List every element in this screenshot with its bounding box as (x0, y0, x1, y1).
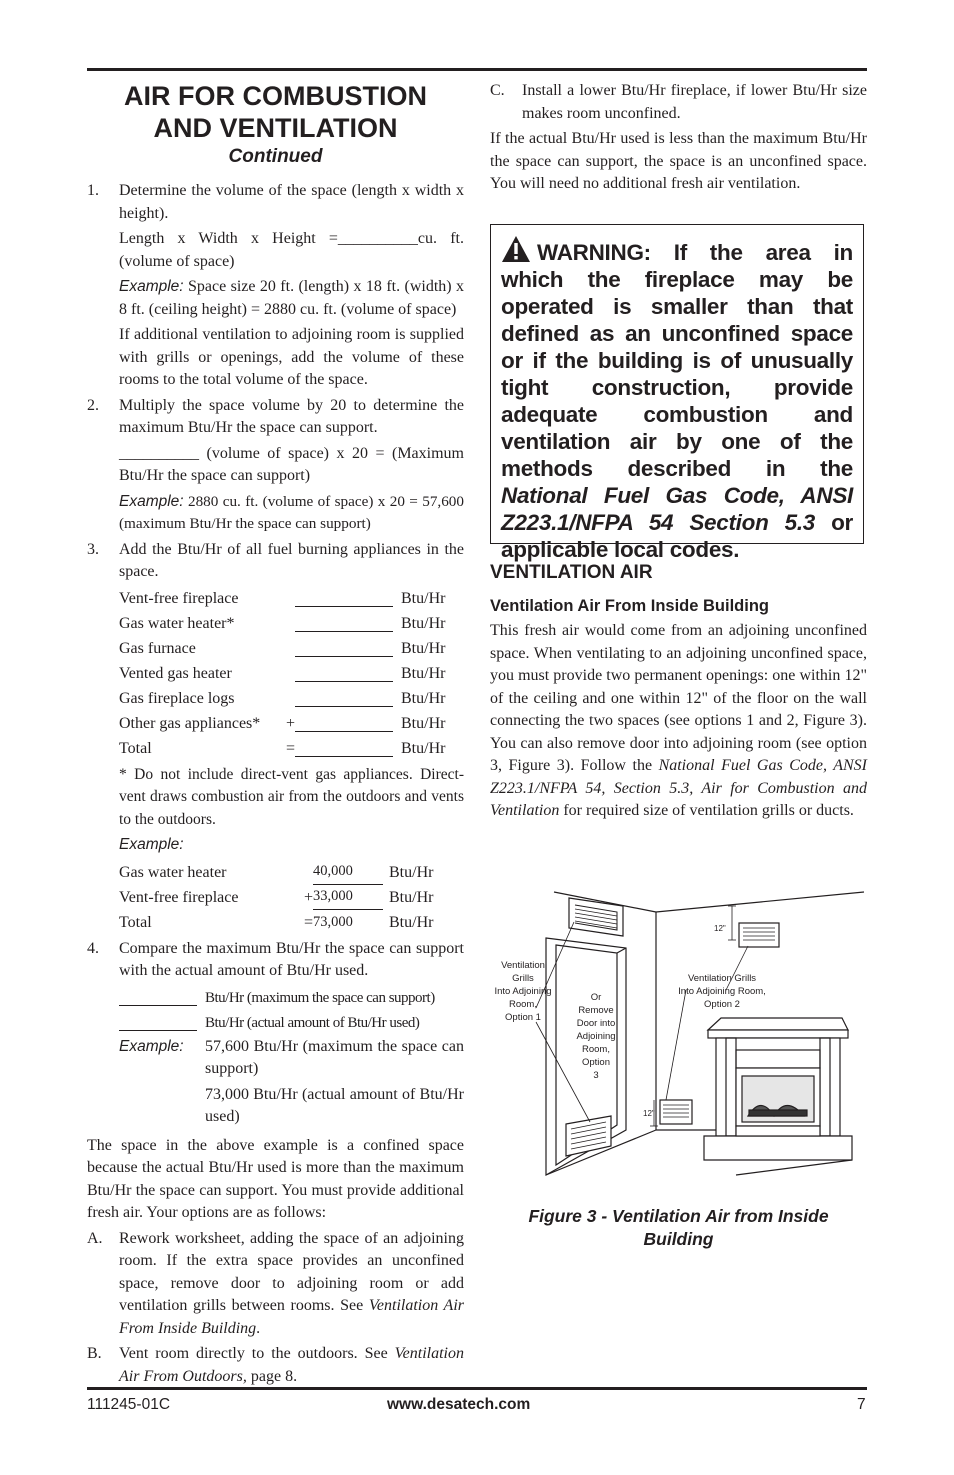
worksheet-operator: = (285, 739, 295, 757)
worksheet-blank (295, 642, 393, 657)
confined-space-paragraph: The space in the above example is a confined space because the actual Btu/Hr used is more than the maximum Btu/Hr the space can support. You must provide additional fresh air. Your options are as follows: (87, 1136, 464, 1221)
dimension-label-bottom: 12" (643, 1109, 655, 1118)
example-line-max: 57,600 Btu/Hr (maximum the space can support) (205, 1037, 464, 1077)
option-reference: Ventilation Air From Inside Building (119, 1297, 465, 1337)
worksheet-label: Total (119, 739, 152, 757)
worksheet-blank (295, 592, 393, 607)
worksheet-blank (295, 742, 393, 757)
example-row-unit: Btu/Hr (389, 889, 434, 906)
label-line: Room, (582, 1044, 610, 1055)
bottom-rule (87, 1387, 867, 1390)
worksheet-label: Gas water heater* (119, 614, 235, 632)
label-line: Option (582, 1057, 610, 1068)
example-line-actual: 73,000 Btu/Hr (actual amount of Btu/Hr used) (205, 1085, 464, 1125)
example-label: Example: (119, 836, 184, 853)
option-reference: Ventilation Air From Outdoors, (119, 1345, 464, 1385)
worksheet-unit: Btu/Hr (401, 639, 446, 657)
example-label: Example: (119, 1037, 184, 1055)
page-title-line2: AND VENTILATION (153, 113, 398, 143)
option-c (490, 80, 867, 125)
ventilation-figure (486, 890, 866, 1185)
step-number: 4. (87, 939, 99, 957)
compare-blank (119, 991, 197, 1006)
grill-door-bottom (566, 1116, 611, 1156)
step-1 (87, 180, 464, 392)
compare-example (119, 1036, 464, 1132)
label-line: Remove (578, 1005, 614, 1016)
option-b (87, 1343, 464, 1388)
example-worksheet (119, 860, 464, 935)
step-note: If additional ventilation to adjoining room is supplied with grills or openings, add the volume of these rooms to the total volume of the space. (119, 326, 464, 388)
label-line: Adjoining (576, 1031, 616, 1042)
option-letter: B. (87, 1345, 102, 1362)
worksheet-blank (295, 667, 393, 682)
step-text: Multiply the space volume by 20 to determine the maximum Btu/Hr the space can support. (119, 396, 464, 436)
worksheet-row (119, 637, 464, 662)
example-row-value: 40,000 (313, 862, 353, 879)
worksheet-unit: Btu/Hr (401, 689, 446, 707)
page-title-line1: AIR FOR COMBUSTION (124, 81, 427, 111)
worksheet-label: Vented gas heater (119, 664, 232, 682)
worksheet-row (119, 587, 464, 612)
page-number: 7 (857, 1396, 866, 1413)
worksheet-blank (295, 692, 393, 707)
example-row-label: Vent-free fireplace (119, 889, 239, 906)
worksheet-label: Gas fireplace logs (119, 689, 235, 707)
worksheet-unit: Btu/Hr (401, 664, 446, 682)
step-number: 1. (87, 182, 99, 199)
caption-line1: Figure 3 - Ventilation Air from Inside (528, 1206, 829, 1226)
warning-reference: National Fuel Gas Code, ANSI Z223.1/NFPA 54 Section 5.3 (501, 483, 853, 535)
unconfined-space-paragraph: If the actual Btu/Hr used is less than the maximum Btu/Hr the space can support, the space is an unconfined space. You will need no additional fresh air ventilation. (490, 130, 867, 192)
worksheet-row (119, 612, 464, 637)
label-line: Into Adjoining (494, 986, 552, 997)
example-row-unit: Btu/Hr (389, 864, 434, 881)
warning-text-end: or applicable local codes. (501, 510, 853, 562)
worksheet-footnote: * Do not include direct-vent gas appliances. Direct-vent draws combustion air from the outdoors and vents to the outdoors. (119, 765, 464, 828)
top-rule (87, 68, 867, 71)
left-column (87, 80, 464, 1391)
grill-top-right (739, 923, 779, 947)
example-label: Example: (119, 278, 184, 295)
caption-line2: Building (643, 1229, 714, 1249)
ventilation-paragraph (490, 620, 867, 823)
worksheet-unit: Btu/Hr (401, 739, 446, 757)
label-line: Into Adjoining Room, (678, 986, 766, 997)
worksheet-row (119, 712, 464, 737)
page-subtitle: Continued (228, 146, 323, 167)
option-a (87, 1228, 464, 1341)
compare-line-actual (119, 1011, 464, 1036)
worksheet-blank (295, 717, 393, 732)
example-text: Space size 20 ft. (length) x 18 ft. (width) x 8 ft. (ceiling height) = 2880 cu. ft. (volume of space) (119, 278, 464, 318)
right-column (490, 80, 867, 196)
warning-box (490, 224, 864, 562)
step-text: Determine the volume of the space (length x width x height). (119, 182, 464, 222)
option-letter: C. (490, 82, 505, 99)
worksheet-unit: Btu/Hr (401, 714, 446, 732)
example-row (119, 860, 464, 885)
ventilation-text-end: for required size of ventilation grills or ducts. (559, 802, 854, 819)
worksheet-blank (295, 617, 393, 632)
example-row (119, 910, 464, 935)
worksheet-row (119, 737, 464, 762)
label-line: Door into (576, 1018, 616, 1029)
label-line: Option 2 (704, 999, 740, 1010)
example-row-value: 73,000 (313, 913, 353, 930)
option-letter: A. (87, 1229, 103, 1247)
example-text: 2880 cu. ft. (volume of space) x 20 = 57,600 (maximum Btu/Hr the space can support) (119, 492, 464, 532)
option-text-end: page 8. (246, 1367, 298, 1385)
example-row-operator: + (303, 889, 313, 906)
label-line: Option 1 (505, 1012, 541, 1023)
example-row-label: Total (119, 914, 152, 931)
step-formula: __________ (volume of space) x 20 = (Maximum Btu/Hr the space can support) (119, 444, 464, 484)
worksheet-row (119, 687, 464, 712)
label-line: Grills (512, 973, 534, 984)
step-2 (87, 395, 464, 536)
fuel-worksheet (119, 587, 464, 762)
step-number: 3. (87, 540, 99, 558)
ventilation-text: This fresh air would come from an adjoining unconfined space. When ventilating to an adjoining unconfined space, you must provide two permanent openings: one within 12" of the ceiling and one within 12" of the floor on the wall connecting the two spaces (see options 1 and 2, Figure 3). You can also remove door into adjoining room (see option 3, Figure 3). Follow the (490, 622, 867, 774)
ventilation-reference: National Fuel Gas Code, ANSI Z223.1/NFPA 54, Section 5.3, Air for Combustion and Ventilation (490, 757, 867, 819)
step-text: Compare the maximum Btu/Hr the space can support with the actual amount of Btu/Hr used. (119, 939, 464, 979)
page-title (87, 80, 464, 144)
option-text: Vent room directly to the outdoors. See (119, 1345, 395, 1362)
worksheet-label: Vent-free fireplace (119, 589, 239, 607)
step-text: Add the Btu/Hr of all fuel burning appliances in the space. (119, 540, 464, 580)
label-line: Ventilation Grills (687, 973, 757, 984)
worksheet-label: Gas furnace (119, 639, 196, 657)
label-line: Ventilation (501, 960, 545, 971)
document-number: 111245-01C (87, 1396, 171, 1413)
step-example (119, 276, 464, 321)
example-row (119, 885, 464, 910)
worksheet-label: Other gas appliances* (119, 714, 261, 732)
example-row-unit: Btu/Hr (389, 914, 434, 931)
website-link[interactable]: www.desatech.com (387, 1396, 531, 1413)
example-row-label: Gas water heater (119, 864, 227, 881)
option-text: Install a lower Btu/Hr fireplace, if lower Btu/Hr size makes room unconfined. (522, 82, 867, 122)
step-4 (87, 938, 464, 1132)
fireplace (704, 1018, 852, 1160)
subsection-heading: Ventilation Air From Inside Building (490, 597, 769, 615)
label-option-1 (494, 960, 551, 1023)
worksheet-row (119, 662, 464, 687)
step-example (119, 491, 464, 536)
example-row-value: 33,000 (313, 887, 353, 904)
label-option-3 (576, 992, 615, 1081)
option-text: Rework worksheet, adding the space of an adjoining room. If the extra space provides an unconfined space, remove door to adjoining room or add ventilation grills between rooms. See (119, 1229, 464, 1314)
example-label: Example: (119, 492, 184, 510)
option-text-end: . (256, 1319, 261, 1337)
compare-text: Btu/Hr (actual amount of Btu/Hr used) (205, 1014, 420, 1031)
figure-caption (490, 1205, 867, 1251)
warning-text: WARNING: If the area in which the fireplace may be operated is smaller than that defined as an unconfined space or if the building is of unusually tight construction, provide adequate combustion and ventilation air by one of the methods described in the (501, 240, 853, 481)
step-3 (87, 539, 464, 935)
steps-list (87, 180, 464, 1388)
example-row-operator: = (303, 914, 313, 931)
label-line: Room, (509, 999, 537, 1010)
step-number: 2. (87, 396, 99, 414)
compare-text: Btu/Hr (maximum the space can support) (205, 989, 435, 1006)
worksheet-unit: Btu/Hr (401, 589, 446, 607)
compare-line-max (119, 986, 464, 1011)
label-option-2 (678, 973, 766, 1010)
dimension-label-top: 12" (714, 924, 726, 933)
worksheet-operator: + (285, 714, 295, 732)
section-heading: VENTILATION AIR (490, 562, 653, 583)
label-line: Or (590, 992, 602, 1003)
compare-blank (119, 1016, 197, 1031)
worksheet-unit: Btu/Hr (401, 614, 446, 632)
label-line: 3 (593, 1070, 599, 1081)
step-formula: Length x Width x Height =__________cu. ft. (volume of space) (119, 230, 464, 270)
warning-triangle-icon (501, 235, 531, 263)
grill-bottom-right (660, 1100, 692, 1124)
